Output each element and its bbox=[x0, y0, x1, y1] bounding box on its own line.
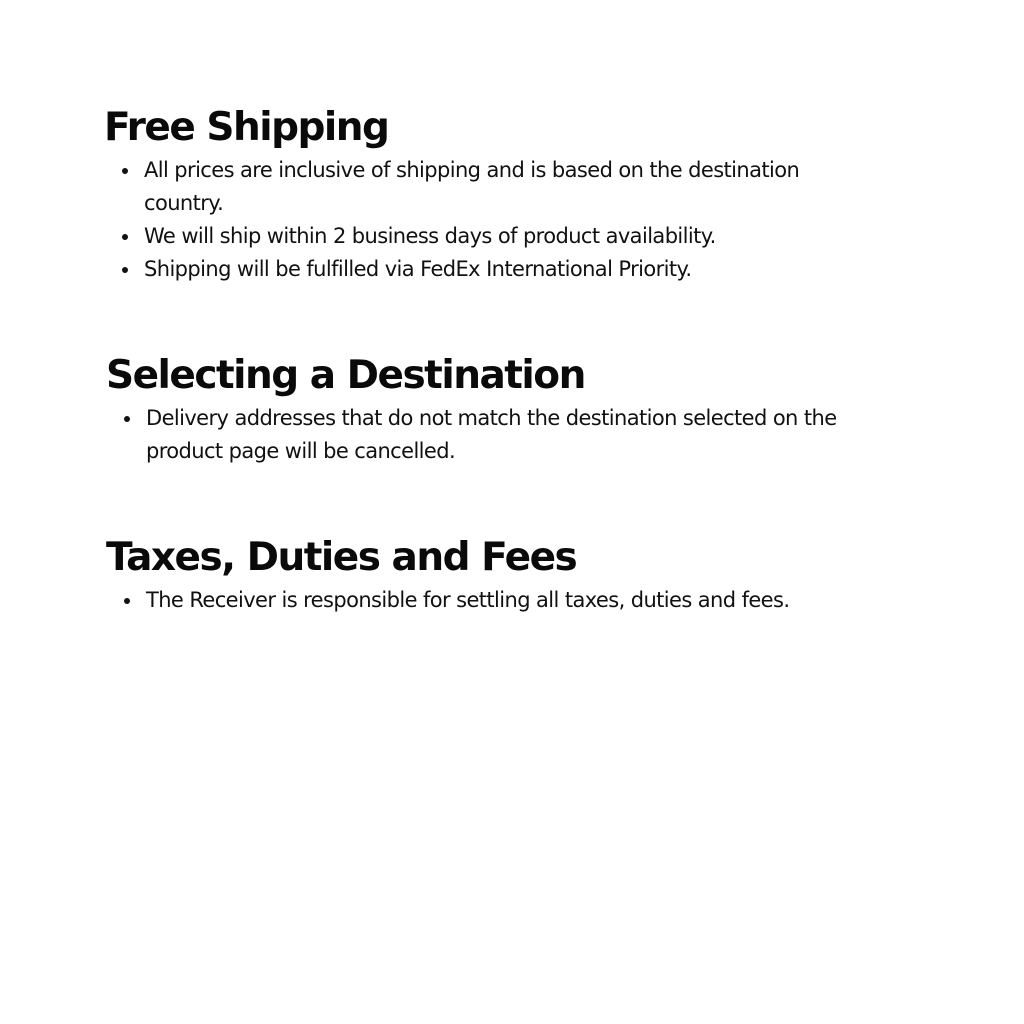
list-item: All prices are inclusive of shipping and is based on the destination country. bbox=[144, 154, 824, 220]
free-shipping-section bbox=[104, 104, 924, 286]
taxes-duties-fees-section bbox=[106, 534, 926, 617]
list-item: The Receiver is responsible for settling all taxes, duties and fees. bbox=[146, 584, 926, 617]
bullet-list bbox=[106, 402, 926, 468]
bullet-list bbox=[106, 584, 926, 617]
bullet-list bbox=[104, 154, 924, 286]
section-heading: Selecting a Destination bbox=[106, 353, 585, 398]
section-heading: Taxes, Duties and Fees bbox=[106, 535, 577, 580]
selecting-destination-section bbox=[106, 352, 926, 468]
list-item: We will ship within 2 business days of product availability. bbox=[144, 220, 924, 253]
list-item: Shipping will be fulfilled via FedEx International Priority. bbox=[144, 253, 924, 286]
section-heading: Free Shipping bbox=[104, 105, 389, 150]
list-item: Delivery addresses that do not match the destination selected on the product page will be cancelled. bbox=[146, 402, 906, 468]
